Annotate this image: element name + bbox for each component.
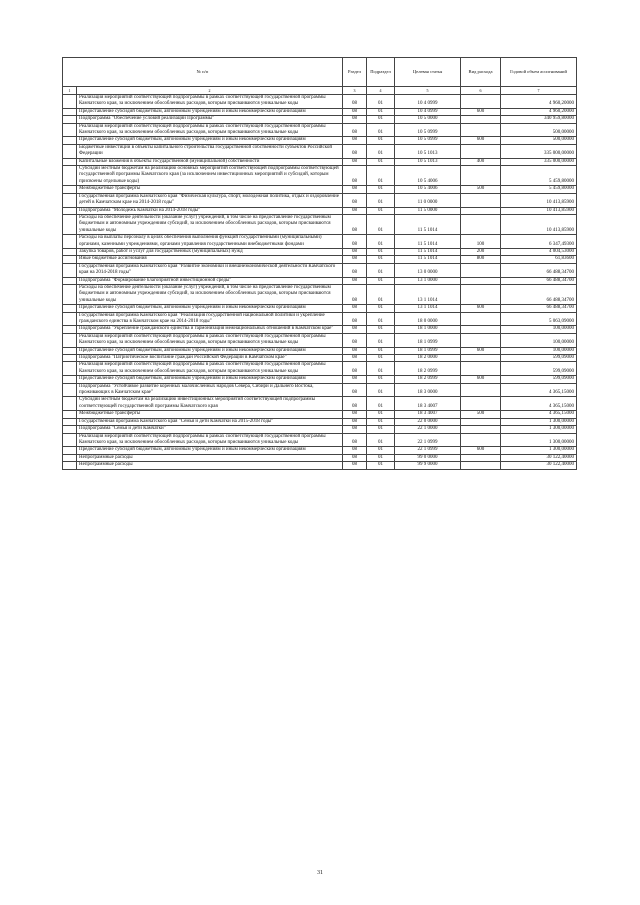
- row-name: Государственная программа Камчатского края "Физическая культура, спорт, молодежная политика, отдых и оздоровление детей в Камчатском крае на 2014-2018 годы": [77, 193, 343, 207]
- row-target-article: 11 5 1014: [395, 235, 461, 249]
- table-row: [63, 166, 577, 186]
- row-amount: 340 959,80000: [501, 116, 577, 123]
- row-number: [63, 284, 77, 304]
- table-row: [63, 248, 577, 255]
- row-podrazdel: 01: [367, 312, 395, 326]
- row-razdel: 08: [343, 333, 367, 347]
- row-number: [63, 347, 77, 354]
- row-razdel: 08: [343, 426, 367, 433]
- table-row: [63, 277, 577, 284]
- row-amount: 500,00000: [501, 123, 577, 137]
- row-amount: 4 004,53000: [501, 248, 577, 255]
- row-razdel: 08: [343, 144, 367, 158]
- row-number: [63, 462, 77, 469]
- row-name: Государственная программа Камчатского края "Реализация государственной национальной политики и укрепление гражданского единства в Камчатском крае на 2014-2018 годы": [77, 312, 343, 326]
- row-razdel: 08: [343, 95, 367, 109]
- row-podrazdel: 01: [367, 383, 395, 397]
- row-name: Подпрограмма "Формирование благоприятной инвестиционной среды": [77, 277, 343, 284]
- row-number: [63, 376, 77, 383]
- row-razdel: 08: [343, 277, 367, 284]
- row-amount: 1 300,00000: [501, 426, 577, 433]
- row-amount: 5 063,09000: [501, 312, 577, 326]
- row-podrazdel: 01: [367, 447, 395, 454]
- row-number: [63, 433, 77, 447]
- col-number: 3: [343, 87, 367, 95]
- row-razdel: 08: [343, 166, 367, 186]
- row-name: Подпрограмма "Молодежь Камчатки на 2014-2018 годы": [77, 207, 343, 214]
- row-podrazdel: 01: [367, 137, 395, 144]
- row-number: [63, 312, 77, 326]
- row-expense-type: [461, 426, 501, 433]
- row-target-article: 13 1 0000: [395, 277, 461, 284]
- row-name: Реализация мероприятий соответствующей подпрограммы в рамках соответствующей государственной программы Камчатского края, за исключением обособленных расходов, которым присваиваются уникальные коды: [77, 333, 343, 347]
- row-target-article: 10 4 0999: [395, 95, 461, 109]
- row-number: [63, 108, 77, 115]
- row-number: [63, 116, 77, 123]
- row-razdel: 08: [343, 447, 367, 454]
- table-row: [63, 193, 577, 207]
- row-expense-type: [461, 355, 501, 362]
- table-row: [63, 256, 577, 263]
- row-number: [63, 235, 77, 249]
- table-row: [63, 137, 577, 144]
- row-number: [63, 411, 77, 418]
- row-target-article: 18 1 0000: [395, 326, 461, 333]
- page-number: 31: [317, 870, 323, 876]
- row-number: [63, 305, 77, 312]
- row-target-article: 13 1 1014: [395, 305, 461, 312]
- row-number: [63, 326, 77, 333]
- row-target-article: 18 1 0999: [395, 347, 461, 354]
- row-razdel: 08: [343, 193, 367, 207]
- row-razdel: 08: [343, 462, 367, 469]
- table-body: [63, 95, 577, 470]
- row-razdel: 08: [343, 433, 367, 447]
- row-expense-type: 400: [461, 158, 501, 165]
- row-expense-type: [461, 333, 501, 347]
- row-name: Предоставление субсидий бюджетным, автономным учреждениям и иным некоммерческим организациям: [77, 305, 343, 312]
- row-amount: 5 459,80000: [501, 186, 577, 193]
- row-razdel: 08: [343, 256, 367, 263]
- table-row: [63, 305, 577, 312]
- row-amount: 100,00000: [501, 333, 577, 347]
- row-razdel: 08: [343, 207, 367, 214]
- row-number: [63, 454, 77, 461]
- row-podrazdel: 01: [367, 166, 395, 186]
- row-amount: 4 365,15000: [501, 397, 577, 411]
- row-expense-type: 500: [461, 411, 501, 418]
- row-name: Подпрограмма "Семья и дети Камчатки": [77, 426, 343, 433]
- row-expense-type: [461, 214, 501, 234]
- table-row: [63, 207, 577, 214]
- row-razdel: 08: [343, 362, 367, 376]
- row-name: Бюджетные инвестиции в объекты капитального строительства государственной собственности субъектов Российской Федерации: [77, 144, 343, 158]
- row-number: [63, 333, 77, 347]
- row-podrazdel: 01: [367, 347, 395, 354]
- row-name: Подпрограмма "Обеспечение условий реализации Программы": [77, 116, 343, 123]
- row-target-article: 22 1 0000: [395, 426, 461, 433]
- table-row: [63, 263, 577, 277]
- row-number: [63, 355, 77, 362]
- row-podrazdel: 01: [367, 426, 395, 433]
- table-row: [63, 326, 577, 333]
- row-expense-type: 800: [461, 256, 501, 263]
- row-name: Реализация мероприятий соответствующей подпрограммы в рамках соответствующей государственной программы Камчатского края, за исключением обособленных расходов, которым присваиваются уникальные коды: [77, 433, 343, 447]
- row-amount: 599,09000: [501, 355, 577, 362]
- row-name: Субсидии местным бюджетам на реализацию инвестиционных мероприятий соответствующей подпрограммы соответствующей государственной программы Камчатского края: [77, 397, 343, 411]
- row-target-article: 11 5 1014: [395, 256, 461, 263]
- col-number: 4: [367, 87, 395, 95]
- table-row: [63, 397, 577, 411]
- header-razdel: Раздел: [343, 58, 367, 87]
- row-razdel: 08: [343, 326, 367, 333]
- row-podrazdel: 01: [367, 116, 395, 123]
- row-expense-type: 600: [461, 447, 501, 454]
- row-number: [63, 277, 77, 284]
- row-expense-type: 600: [461, 137, 501, 144]
- row-name: Межбюджетные трансферты: [77, 411, 343, 418]
- row-amount: 599,09000: [501, 376, 577, 383]
- row-amount: 30 122,40000: [501, 462, 577, 469]
- row-target-article: 11 5 1014: [395, 248, 461, 255]
- row-razdel: 08: [343, 411, 367, 418]
- row-number: [63, 123, 77, 137]
- header-podrazdel: Подраздел: [367, 58, 395, 87]
- row-razdel: 08: [343, 347, 367, 354]
- row-razdel: 08: [343, 186, 367, 193]
- row-razdel: 08: [343, 312, 367, 326]
- row-target-article: 10 5 4006: [395, 186, 461, 193]
- row-number: [63, 214, 77, 234]
- row-podrazdel: 01: [367, 333, 395, 347]
- table-row: [63, 447, 577, 454]
- row-name: Подпрограмма "Патриотическое воспитание граждан Российской Федерации в Камчатском крае": [77, 355, 343, 362]
- row-razdel: 08: [343, 397, 367, 411]
- row-target-article: 99 9 0000: [395, 462, 461, 469]
- row-podrazdel: 01: [367, 284, 395, 304]
- row-number: [63, 144, 77, 158]
- row-target-article: 18 3 0000: [395, 383, 461, 397]
- row-name: Расходы на обеспечение деятельности (оказание услуг) учреждений, в том числе на предоставление государственным бюджетным и автономным учреждениям субсидий, за исключением обособленных расходов, которым присваиваются уникальные коды: [77, 284, 343, 304]
- row-amount: 66 488,34700: [501, 305, 577, 312]
- row-amount: 6 347,49300: [501, 235, 577, 249]
- row-target-article: 99 0 0000: [395, 454, 461, 461]
- row-target-article: 18 2 0999: [395, 362, 461, 376]
- table-row: [63, 284, 577, 304]
- row-target-article: 18 3 4007: [395, 397, 461, 411]
- row-name: Закупка товаров, работ и услуг для государственных (муниципальных) нужд: [77, 248, 343, 255]
- row-name: Предоставление субсидий бюджетным, автономным учреждениям и иным некоммерческим организациям: [77, 347, 343, 354]
- row-number: [63, 95, 77, 109]
- row-podrazdel: 01: [367, 411, 395, 418]
- table-row: [63, 454, 577, 461]
- row-amount: 4 365,15000: [501, 383, 577, 397]
- row-expense-type: 600: [461, 108, 501, 115]
- row-expense-type: [461, 383, 501, 397]
- row-razdel: 08: [343, 235, 367, 249]
- table-row: [63, 462, 577, 469]
- row-target-article: 10 5 1013: [395, 144, 461, 158]
- table-row: [63, 383, 577, 397]
- row-name: Государственная программа Камчатского края "Развитие экономики и внешнеэкономической деятельности Камчатского края на 2014-2018 годы": [77, 263, 343, 277]
- row-name: Предоставление субсидий бюджетным, автономным учреждениям и иным некоммерческим организациям: [77, 108, 343, 115]
- row-target-article: 18 1 0999: [395, 333, 461, 347]
- table-row: [63, 116, 577, 123]
- row-number: [63, 256, 77, 263]
- table-row: [63, 433, 577, 447]
- row-name: Предоставление субсидий бюджетным, автономным учреждениям и иным некоммерческим организациям: [77, 376, 343, 383]
- row-amount: 4 960,20000: [501, 108, 577, 115]
- row-podrazdel: 01: [367, 355, 395, 362]
- row-target-article: 10 5 4006: [395, 166, 461, 186]
- row-expense-type: [461, 116, 501, 123]
- row-name: Межбюджетные трансферты: [77, 186, 343, 193]
- row-number: [63, 397, 77, 411]
- table-header-numbers-row: [63, 87, 577, 95]
- row-podrazdel: 01: [367, 186, 395, 193]
- row-podrazdel: 01: [367, 144, 395, 158]
- row-amount: 500,00000: [501, 137, 577, 144]
- row-expense-type: [461, 123, 501, 137]
- row-podrazdel: 01: [367, 193, 395, 207]
- row-expense-type: [461, 454, 501, 461]
- row-target-article: 10 4 0999: [395, 108, 461, 115]
- table-row: [63, 186, 577, 193]
- row-amount: 335 000,00000: [501, 158, 577, 165]
- row-target-article: 11 0 0000: [395, 193, 461, 207]
- row-name: Предоставление субсидий бюджетным, автономным учреждениям и иным некоммерческим организациям: [77, 137, 343, 144]
- row-number: [63, 248, 77, 255]
- row-razdel: 08: [343, 123, 367, 137]
- row-podrazdel: 01: [367, 123, 395, 137]
- row-number: [63, 193, 77, 207]
- row-expense-type: [461, 433, 501, 447]
- row-razdel: 08: [343, 305, 367, 312]
- row-expense-type: [461, 193, 501, 207]
- row-podrazdel: 01: [367, 108, 395, 115]
- row-expense-type: 600: [461, 376, 501, 383]
- row-name: Государственная программа Камчатского края "Семья и дети Камчатки на 2015-2018 годы": [77, 418, 343, 425]
- row-razdel: 08: [343, 418, 367, 425]
- row-target-article: 11 5 0000: [395, 207, 461, 214]
- row-target-article: 22 1 0999: [395, 447, 461, 454]
- row-podrazdel: 01: [367, 433, 395, 447]
- row-podrazdel: 01: [367, 418, 395, 425]
- row-razdel: 08: [343, 376, 367, 383]
- row-expense-type: 600: [461, 347, 501, 354]
- row-target-article: 11 5 1014: [395, 214, 461, 234]
- row-amount: 100,00000: [501, 326, 577, 333]
- row-target-article: 13 0 0000: [395, 263, 461, 277]
- row-target-article: 18 2 0000: [395, 355, 461, 362]
- row-podrazdel: 01: [367, 454, 395, 461]
- header-expense-type: Вид расхода: [461, 58, 501, 87]
- row-razdel: 08: [343, 214, 367, 234]
- row-amount: 61,83600: [501, 256, 577, 263]
- row-podrazdel: 01: [367, 256, 395, 263]
- table-row: [63, 95, 577, 109]
- row-expense-type: 200: [461, 248, 501, 255]
- row-amount: 10 413,85900: [501, 207, 577, 214]
- row-name: Капитальные вложения в объекты государственной (муниципальной) собственности: [77, 158, 343, 165]
- table-row: [63, 376, 577, 383]
- row-podrazdel: 01: [367, 376, 395, 383]
- row-target-article: 10 5 0999: [395, 137, 461, 144]
- row-target-article: 18 2 0999: [395, 376, 461, 383]
- row-podrazdel: 01: [367, 248, 395, 255]
- row-number: [63, 362, 77, 376]
- row-podrazdel: 01: [367, 397, 395, 411]
- row-number: [63, 186, 77, 193]
- row-razdel: 08: [343, 248, 367, 255]
- row-name: Непрограммные расходы: [77, 462, 343, 469]
- row-podrazdel: 01: [367, 207, 395, 214]
- row-podrazdel: 01: [367, 462, 395, 469]
- row-razdel: 08: [343, 263, 367, 277]
- row-number: [63, 166, 77, 186]
- row-amount: 100,00000: [501, 347, 577, 354]
- row-target-article: 13 1 1014: [395, 284, 461, 304]
- table-row: [63, 347, 577, 354]
- row-target-article: 22 1 0999: [395, 433, 461, 447]
- row-amount: 1 300,00000: [501, 447, 577, 454]
- row-razdel: 08: [343, 454, 367, 461]
- row-amount: 5 459,80000: [501, 166, 577, 186]
- row-expense-type: 600: [461, 305, 501, 312]
- row-expense-type: 100: [461, 235, 501, 249]
- row-podrazdel: 01: [367, 235, 395, 249]
- table-row: [63, 108, 577, 115]
- row-amount: 1 300,00000: [501, 433, 577, 447]
- row-name: Непрограммные расходы: [77, 454, 343, 461]
- row-target-article: 10 5 0000: [395, 116, 461, 123]
- row-amount: 335 000,00000: [501, 144, 577, 158]
- row-expense-type: [461, 397, 501, 411]
- row-podrazdel: 01: [367, 362, 395, 376]
- row-name: Подпрограмма "Укрепление гражданского единства и гармонизация межнациональных отношений в Камчатском крае": [77, 326, 343, 333]
- row-number: [63, 207, 77, 214]
- row-amount: 1 300,00000: [501, 418, 577, 425]
- row-amount: 4 960,20000: [501, 95, 577, 109]
- col-number: 6: [461, 87, 501, 95]
- row-expense-type: [461, 362, 501, 376]
- row-podrazdel: 01: [367, 263, 395, 277]
- row-target-article: 18 0 0000: [395, 312, 461, 326]
- row-name: Реализация мероприятий соответствующей подпрограммы в рамках соответствующей государственной программы Камчатского края, за исключением обособленных расходов, которым присваиваются уникальные коды: [77, 362, 343, 376]
- row-expense-type: [461, 166, 501, 186]
- row-name: Субсидии местным бюджетам на реализацию основных мероприятий соответствующей подпрограммы соответствующей государственной программы Камчатского края (за исключением инвестиционных мероприятий и субсидий, которым присвоены отдельные коды): [77, 166, 343, 186]
- row-razdel: 08: [343, 383, 367, 397]
- row-target-article: 18 3 4007: [395, 411, 461, 418]
- row-podrazdel: 01: [367, 277, 395, 284]
- header-target-article: Целевая статья: [395, 58, 461, 87]
- table-row: [63, 418, 577, 425]
- row-razdel: 08: [343, 116, 367, 123]
- row-razdel: 08: [343, 108, 367, 115]
- row-expense-type: [461, 207, 501, 214]
- row-expense-type: [461, 462, 501, 469]
- table-row: [63, 355, 577, 362]
- row-expense-type: [461, 263, 501, 277]
- row-amount: 10 413,85900: [501, 214, 577, 234]
- header-annual-volume: Годовой объем ассигнований: [501, 58, 577, 87]
- table-row: [63, 144, 577, 158]
- row-number: [63, 418, 77, 425]
- table-row: [63, 158, 577, 165]
- col-number: 7: [501, 87, 577, 95]
- row-expense-type: [461, 326, 501, 333]
- row-amount: 599,09000: [501, 362, 577, 376]
- table-row: [63, 312, 577, 326]
- row-amount: 66 488,34700: [501, 277, 577, 284]
- row-amount: 66 488,34700: [501, 263, 577, 277]
- table-row: [63, 333, 577, 347]
- row-amount: 4 365,15000: [501, 411, 577, 418]
- row-podrazdel: 01: [367, 326, 395, 333]
- row-podrazdel: 01: [367, 214, 395, 234]
- row-expense-type: [461, 277, 501, 284]
- row-target-article: 10 5 0999: [395, 123, 461, 137]
- row-razdel: 08: [343, 137, 367, 144]
- table-row: [63, 123, 577, 137]
- row-name: Иные бюджетные ассигнования: [77, 256, 343, 263]
- row-target-article: 22 0 0000: [395, 418, 461, 425]
- row-name: Реализация мероприятий соответствующей подпрограммы в рамках соответствующей государственной программы Камчатского края, за исключением обособленных расходов, которым присваиваются уникальные коды: [77, 123, 343, 137]
- row-expense-type: [461, 95, 501, 109]
- row-number: [63, 263, 77, 277]
- budget-table: [62, 57, 577, 470]
- row-name: Реализация мероприятий соответствующей подпрограммы в рамках соответствующей государственной программы Камчатского края, за исключением обособленных расходов, которым присваиваются уникальные коды: [77, 95, 343, 109]
- row-number: [63, 426, 77, 433]
- row-name: Расходы на выплаты персоналу в целях обеспечения выполнения функций государственными (муниципальными) органами, казенными учреждениями, органами управления государственными внебюджетными фондами: [77, 235, 343, 249]
- row-razdel: 08: [343, 284, 367, 304]
- table-header-row: [63, 58, 577, 87]
- row-number: [63, 137, 77, 144]
- row-expense-type: [461, 312, 501, 326]
- row-name: Подпрограмма "Устойчивое развитие коренных малочисленных народов Севера, Сибири и Дальнего Востока, проживающих в Камчатском крае": [77, 383, 343, 397]
- col-number: 1: [63, 87, 77, 95]
- row-number: [63, 383, 77, 397]
- row-expense-type: [461, 418, 501, 425]
- row-number: [63, 447, 77, 454]
- row-amount: 30 122,40000: [501, 454, 577, 461]
- row-razdel: 08: [343, 355, 367, 362]
- row-amount: 10 413,85900: [501, 193, 577, 207]
- table-row: [63, 214, 577, 234]
- col-number: 2: [77, 87, 343, 95]
- col-number: 5: [395, 87, 461, 95]
- row-podrazdel: 01: [367, 305, 395, 312]
- table-row: [63, 426, 577, 433]
- header-number: № п/п: [63, 58, 343, 87]
- row-number: [63, 158, 77, 165]
- row-name: Предоставление субсидий бюджетным, автономным учреждениям и иным некоммерческим организациям: [77, 447, 343, 454]
- row-podrazdel: 01: [367, 158, 395, 165]
- row-razdel: 08: [343, 158, 367, 165]
- row-expense-type: 500: [461, 186, 501, 193]
- row-target-article: 10 5 1013: [395, 158, 461, 165]
- row-name: Расходы на обеспечение деятельности (оказание услуг) учреждений, в том числе на предоставление государственным бюджетным и автономным учреждениям субсидий, за исключением обособленных расходов, которым присваиваются уникальные коды: [77, 214, 343, 234]
- table-row: [63, 362, 577, 376]
- row-expense-type: [461, 284, 501, 304]
- table-row: [63, 411, 577, 418]
- table-row: [63, 235, 577, 249]
- row-podrazdel: 01: [367, 95, 395, 109]
- row-amount: 66 488,34700: [501, 284, 577, 304]
- row-expense-type: [461, 144, 501, 158]
